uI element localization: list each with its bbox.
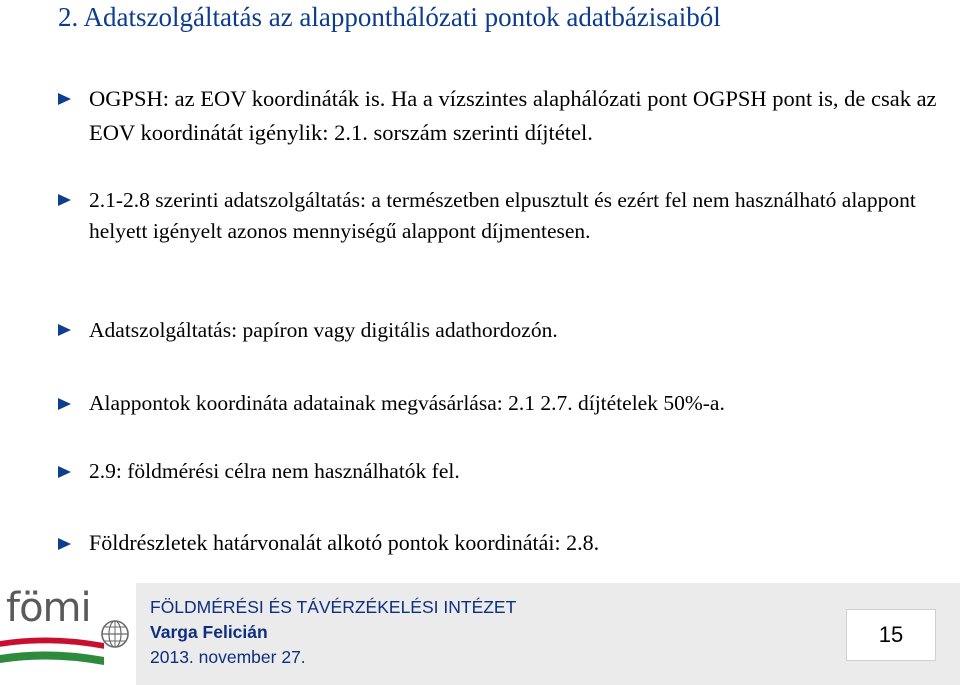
bullet-text: Földrészletek határvonalát alkotó pontok koordinátái: 2.8. [89,530,600,555]
footer [0,583,960,685]
slide-title: 2. Adatszolgáltatás az alapponthálózati pontok adatbázisaiból [58,2,721,32]
bullet-arrow-icon [58,93,71,105]
slide-date: 2013. november 27. [150,647,306,667]
footer-panel [136,583,960,685]
bullet-text: Alappontok koordináta adatainak megvásárlása: 2.1 2.7. díjtételek 50%-a. [89,391,725,415]
page-number: 15 [878,622,904,647]
bullet-text: Adatszolgáltatás: papíron vagy digitális adathordozón. [89,318,558,342]
bullet-item [58,82,938,150]
institute-name: FÖLDMÉRÉSI ÉS TÁVÉRZÉKELÉSI INTÉZET [150,597,517,617]
page-number-box [846,609,936,661]
bullet-item [58,315,938,346]
bullet-item [58,388,938,419]
bullet-item [58,456,938,487]
fomi-logo [0,583,138,685]
bullet-item [58,527,938,558]
bullet-arrow-icon [58,466,71,478]
logo-text: fömi [6,585,91,631]
bullet-text: 2.1-2.8 szerinti adatszolgáltatás: a természetben elpusztult és ezért fel nem használható alappont helyett igényelt azonos mennyiségű alappont díjmentesen. [89,188,916,243]
bullet-arrow-icon [58,398,71,410]
author-name: Varga Felicián [150,622,268,642]
bullet-arrow-icon [58,538,71,550]
globe-icon [100,619,130,649]
bullet-item [58,185,938,247]
bullet-text: OGPSH: az EOV koordináták is. Ha a vízszintes alaphálózati pont OGPSH pont is, de csak az EOV koordinátát igénylik: 2.1. sorszám szerinti díjtétel. [89,86,937,145]
bullet-arrow-icon [58,194,71,206]
bullet-text: 2.9: földmérési célra nem használhatók fel. [89,459,460,483]
bullet-arrow-icon [58,324,71,336]
hungarian-flag-icon [0,635,104,675]
